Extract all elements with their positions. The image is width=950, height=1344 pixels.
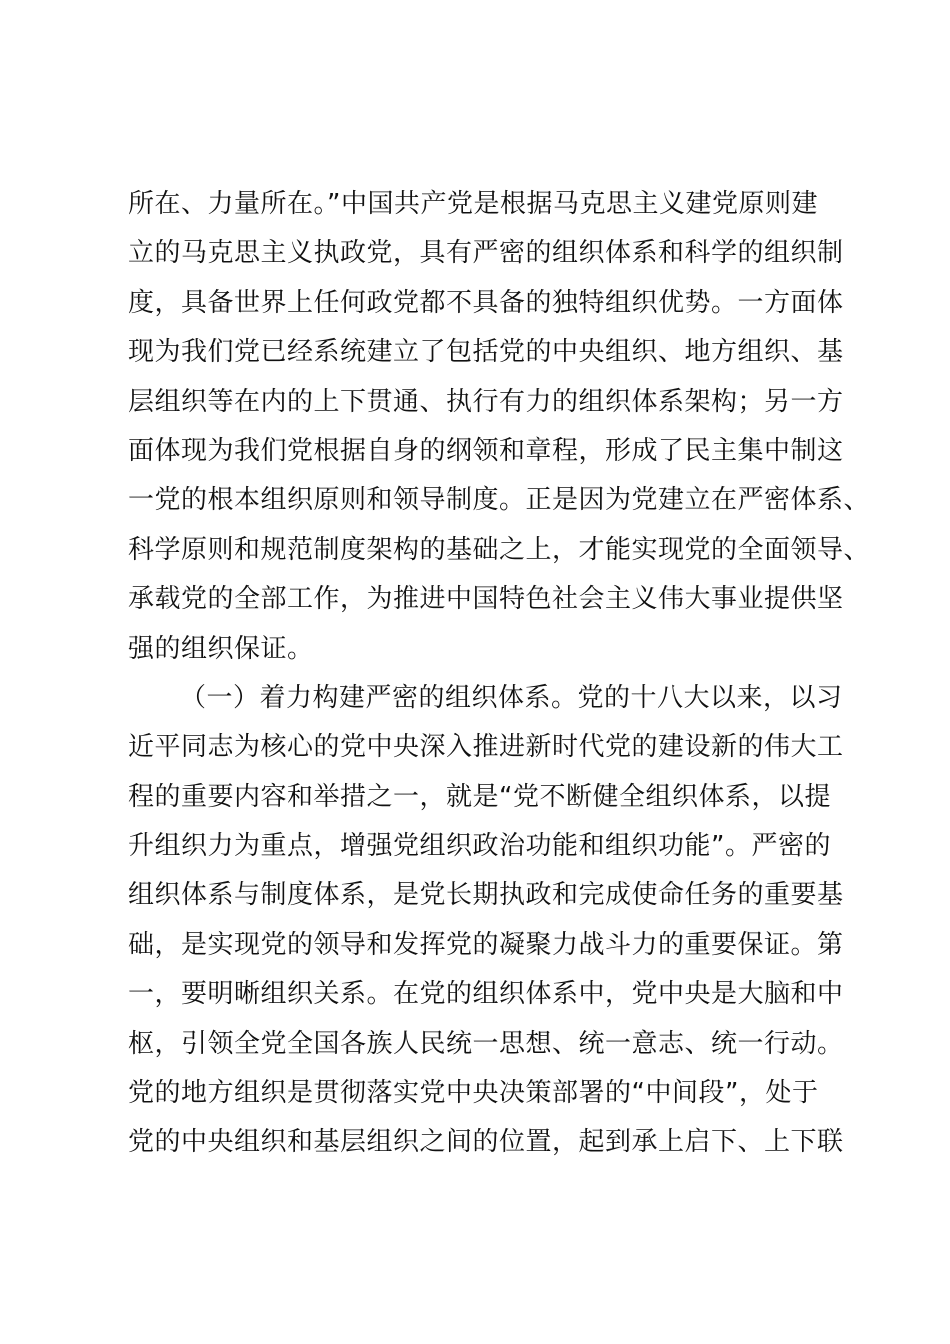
text-line: 升组织力为重点，增强党组织政治功能和组织功能”。严密的 — [128, 831, 831, 862]
text-line: 面体现为我们党根据自身的纲领和章程，形成了民主集中制这 — [128, 435, 844, 466]
text-line: 强的组织保证。 — [128, 633, 314, 664]
text-line: 立的马克思主义执政党，具有严密的组织体系和科学的组织制 — [128, 238, 844, 269]
body-text — [128, 180, 871, 1168]
text-line: 层组织等在内的上下贯通、执行有力的组织体系架构；另一方 — [128, 386, 844, 417]
text-line: 所在、力量所在。”中国共产党是根据马克思主义建党原则建 — [128, 189, 818, 219]
text-line: 一，要明晰组织关系。在党的组织体系中，党中央是大脑和中 — [128, 979, 844, 1010]
text-line: 近平同志为核心的党中央深入推进新时代党的建设新的伟大工 — [128, 732, 844, 763]
text-line: 科学原则和规范制度架构的基础之上，才能实现党的全面领导、 — [128, 534, 871, 565]
text-line: 枢，引领全党全国各族人民统一思想、统一意志、统一行动。 — [128, 1028, 844, 1059]
text-line: 现为我们党已经系统建立了包括党的中央组织、地方组织、基 — [128, 337, 844, 368]
text-line: 程的重要内容和举措之一，就是“党不断健全组织体系，以提 — [128, 781, 831, 812]
text-line: 承载党的全部工作，为推进中国特色社会主义伟大事业提供坚 — [128, 584, 844, 615]
text-line: 度，具备世界上任何政党都不具备的独特组织优势。一方面体 — [128, 287, 844, 318]
text-line: 一党的根本组织原则和领导制度。正是因为党建立在严密体系、 — [128, 485, 871, 516]
text-line: 党的中央组织和基层组织之间的位置，起到承上启下、上下联 — [128, 1127, 844, 1158]
section-heading-line: （一）着力构建严密的组织体系。党的十八大以来，以习 — [180, 682, 843, 713]
text-line: 党的地方组织是贯彻落实党中央决策部署的“中间段”，处于 — [128, 1078, 819, 1109]
text-line: 组织体系与制度体系，是党长期执政和完成使命任务的重要基 — [128, 880, 844, 911]
text-line: 础，是实现党的领导和发挥党的凝聚力战斗力的重要保证。第 — [128, 929, 844, 960]
